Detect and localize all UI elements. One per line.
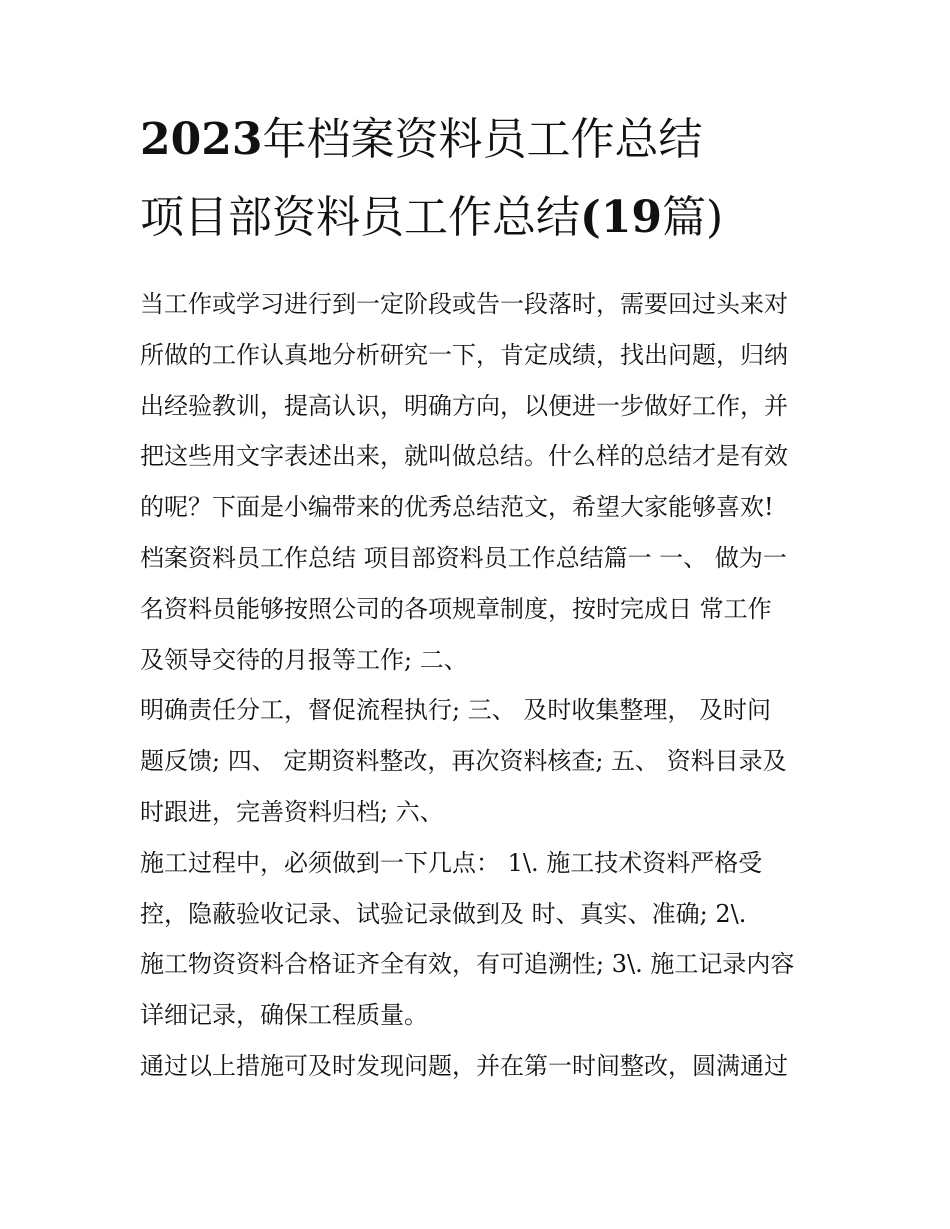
- body-line: 施工过程中，必须做到一下几点： 1\. 施工技术资料严格受: [140, 848, 763, 877]
- body-line: 的呢？下面是小编带来的优秀总结范文，希望大家能够喜欢!: [140, 493, 774, 522]
- body-line: 施工物资资料合格证齐全有效，有可追溯性; 3\. 施工记录内容: [140, 950, 795, 979]
- title-line-2: [140, 192, 820, 243]
- body-line: 档案资料员工作总结 项目部资料员工作总结篇一 一、 做为一: [140, 543, 787, 572]
- title-count: (19: [580, 192, 663, 243]
- body-line: 通过以上措施可及时发现问题，并在第一时间整改，圆满通过: [140, 1051, 788, 1080]
- body-line: 及领导交待的月报等工作; 二、: [140, 645, 468, 674]
- title-line-1: [140, 114, 820, 165]
- body-line: 明确责任分工，督促流程执行; 三、 及时收集整理， 及时问: [140, 696, 771, 725]
- body-line: 所做的工作认真地分析研究一下，肯定成绩，找出问题，归纳: [140, 340, 788, 369]
- body-line: 控，隐蔽验收记录、试验记录做到及 时、真实、准确; 2\.: [140, 899, 747, 928]
- body-line: 出经验教训，提高认识，明确方向，以便进一步做好工作，并: [140, 391, 788, 420]
- body-line: 当工作或学习进行到一定阶段或告一段落时，需要回过头来对: [140, 290, 788, 318]
- title-year: 2023: [140, 114, 263, 165]
- body-line: 题反馈; 四、 定期资料整改，再次资料核查; 五、 资料目录及: [140, 747, 787, 776]
- body-line: 时跟进，完善资料归档; 六、: [140, 797, 444, 826]
- title-main-text: 年档案资料员工作总结: [262, 114, 703, 165]
- body-line: 把这些用文字表述出来，就叫做总结。什么样的总结才是有效: [140, 442, 788, 471]
- title-subtitle-text: 项目部资料员工作总结: [140, 192, 580, 243]
- document-body: [140, 279, 820, 1092]
- title-suffix: 篇): [662, 192, 724, 243]
- document-title: [140, 114, 820, 243]
- body-line: 名资料员能够按照公司的各项规章制度，按时完成日 常工作: [140, 594, 772, 623]
- body-line: 详细记录，确保工程质量。: [140, 1001, 428, 1030]
